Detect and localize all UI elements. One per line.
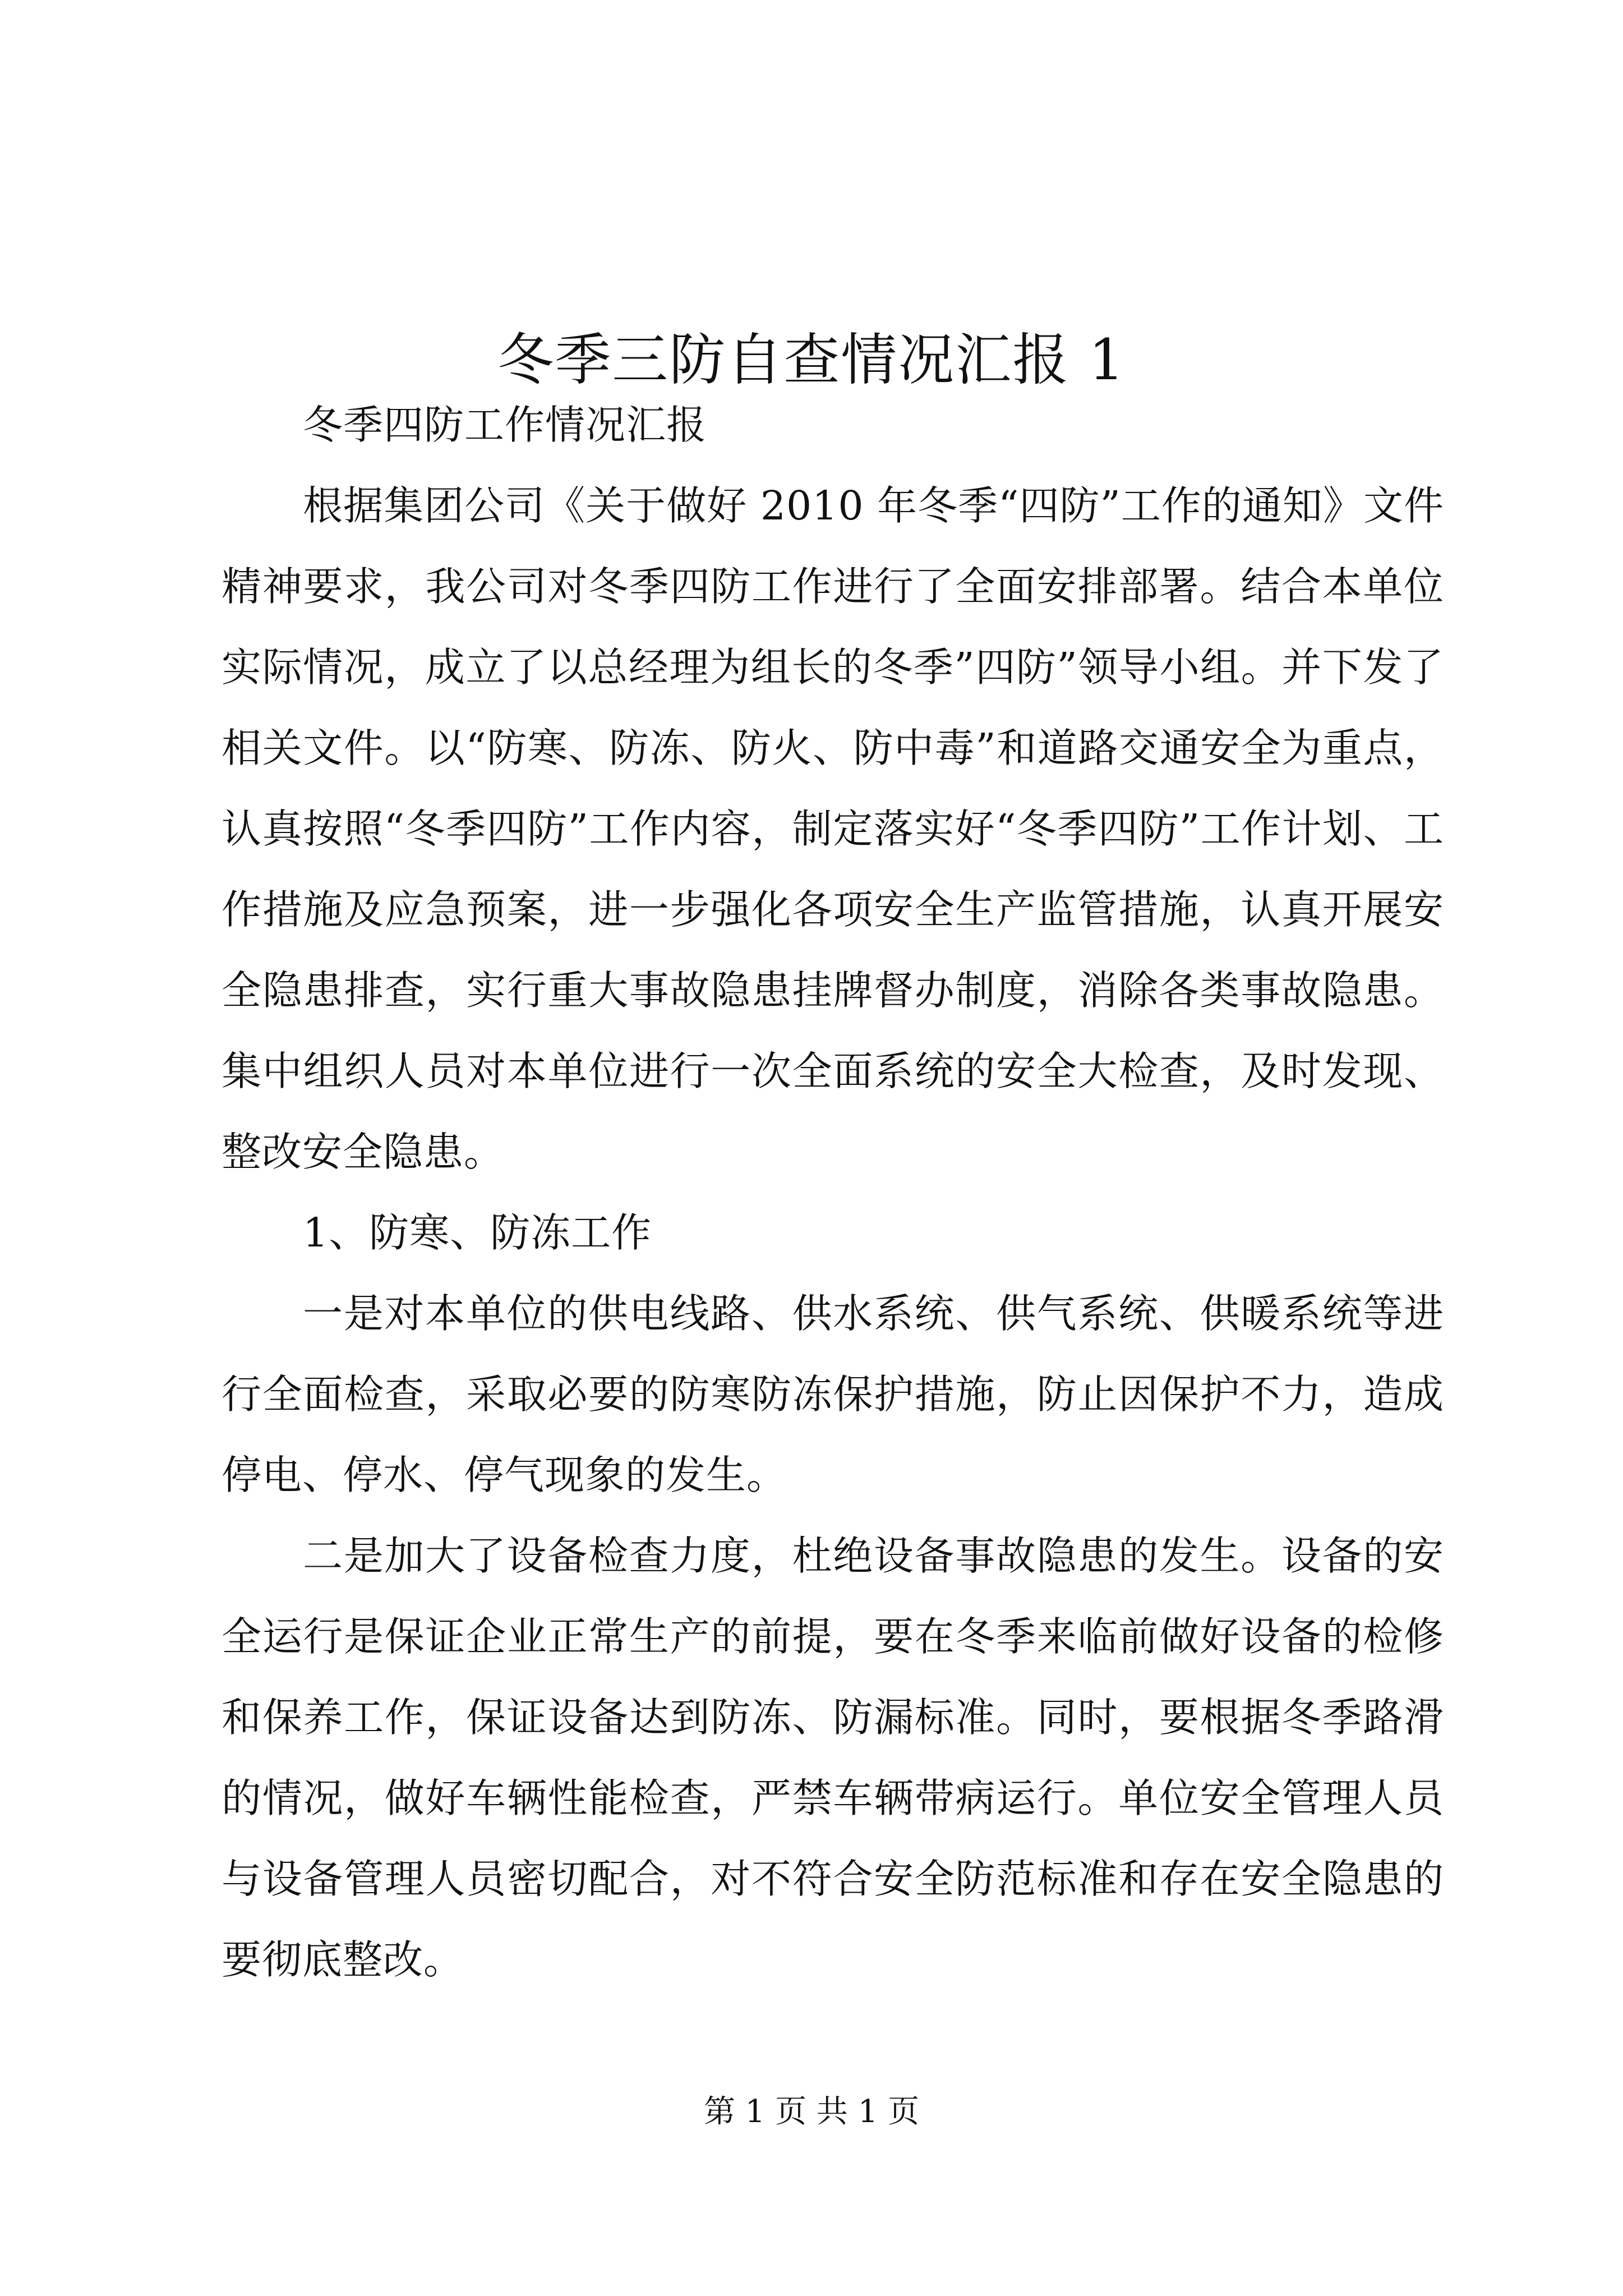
- section-heading-cold-frost: 1、防寒、防冻工作: [303, 1209, 652, 1256]
- paragraph-intro: 根据集团公司《关于做好 2010 年冬季“四防”工作的通知》文件精神要求，我公司对冬季四防工作进行了全面安排部署。结合本单位实际情况，成立了以总经理为组长的冬季”四防”领导小组。并下发了相关文件。以“防寒、防冻、防火、防中毒”和道路交通安全为重点，认真按照“冬季四防”工作内容，制定落实好“冬季四防”工作计划、工作措施及应急预案，进一步强化各项安全生产监管措施，认真开展安全隐患排查，实行重大事故隐患挂牌督办制度，消除各类事故隐患。集中组织人员对本单位进行一次全面系统的安全大检查，及时发现、整改安全隐患。: [222, 482, 1444, 1175]
- document-body: [222, 385, 1444, 2000]
- document-title: 冬季三防自查情况汇报 1: [497, 327, 1126, 393]
- paragraph-item-one: 一是对本单位的供电线路、供水系统、供气系统、供暖系统等进行全面检查，采取必要的防寒防冻保护措施，防止因保护不力，造成停电、停水、停气现象的发生。: [222, 1290, 1444, 1498]
- page-footer: 第 1 页 共 1 页: [703, 2093, 920, 2130]
- paragraph-subtitle: 冬季四防工作情况汇报: [303, 402, 707, 448]
- paragraph-item-two: 二是加大了设备检查力度，杜绝设备事故隐患的发生。设备的安全运行是保证企业正常生产的前提，要在冬季来临前做好设备的检修和保养工作，保证设备达到防冻、防漏标准。同时，要根据冬季路滑的情况，做好车辆性能检查，严禁车辆带病运行。单位安全管理人员与设备管理人员密切配合，对不符合安全防范标准和存在安全隐患的要彻底整改。: [222, 1533, 1444, 1983]
